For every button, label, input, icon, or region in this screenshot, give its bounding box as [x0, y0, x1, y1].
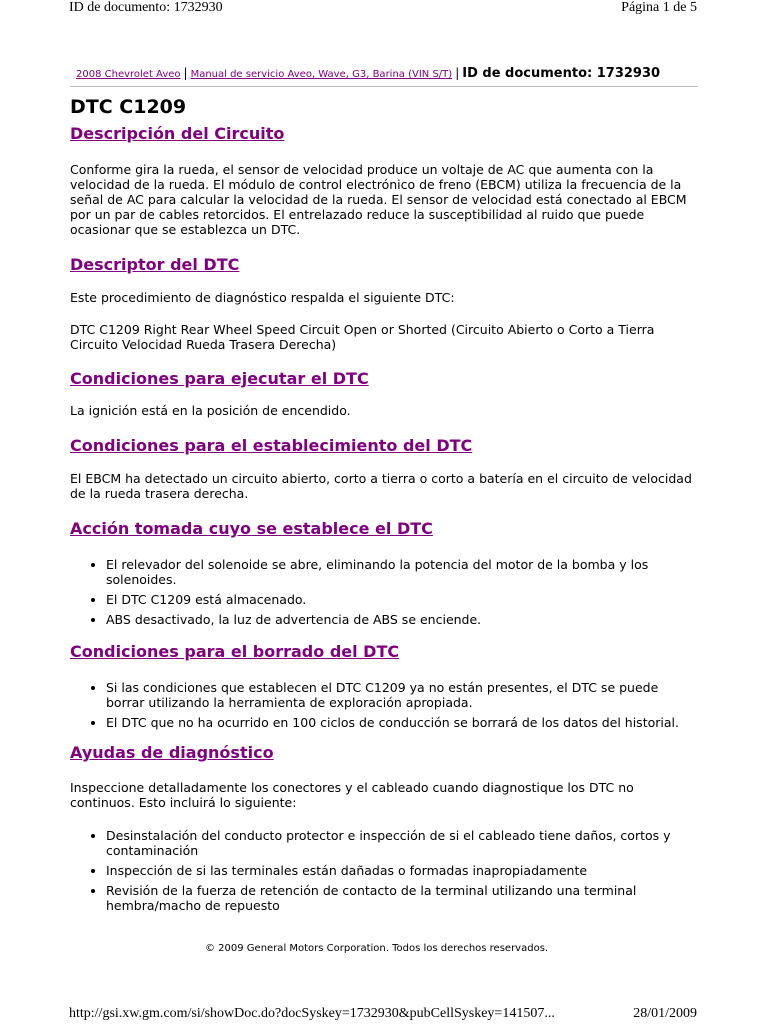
print-footer [69, 1006, 697, 1024]
dtc-descriptor-code: DTC C1209 Right Rear Wheel Speed Circuit Open or Shorted (Circuito Abierto o Corto a Tierra Circuito Velocidad Rueda Trasera Derecha) [70, 322, 655, 352]
breadcrumb-separator: | [183, 66, 188, 80]
breadcrumb [70, 66, 698, 87]
heading-clear-conditions: Condiciones para el borrado del DTC [70, 642, 400, 661]
list-item: • Si las condiciones que establecen el DTC C1209 ya no están presentes, el DTC se puede borrar utilizando la herramienta de exploración apropiada. [106, 680, 698, 710]
list-item: • Inspección de si las terminales están dañadas o formadas inapropiadamente [106, 863, 698, 878]
heading-action-taken: Acción tomada cuyo se establece el DTC [70, 519, 433, 538]
clear-conditions-list [70, 680, 698, 730]
heading-set-conditions: Condiciones para el establecimiento del DTC [70, 436, 473, 455]
heading-run-conditions: Condiciones para ejecutar el DTC [70, 369, 369, 388]
run-conditions-text: La ignición está en la posición de encendido. [70, 403, 351, 418]
list-item: • El DTC C1209 está almacenado. [106, 592, 698, 607]
breadcrumb-link-manual[interactable]: Manual de servicio Aveo, Wave, G3, Barina (VIN S/T) [190, 69, 453, 80]
diagnostic-aids-list [70, 828, 698, 913]
heading-circuit-description: Descripción del Circuito [70, 124, 285, 143]
breadcrumb-doc-id: ID de documento: 1732930 [462, 66, 661, 81]
diagnostic-aids-text: Inspeccione detalladamente los conectores y el cableado cuando diagnostique los DTC no continuos. Esto incluirá lo siguiente: [70, 780, 634, 810]
print-header-page-number: Página 1 de 5 [621, 0, 697, 15]
list-item: • Revisión de la fuerza de retención de contacto de la terminal utilizando una terminal hembra/macho de repuesto [106, 883, 698, 913]
print-footer-url: http://gsi.xw.gm.com/si/showDoc.do?docSyskey=1732930&pubCellSyskey=141507... [69, 1006, 555, 1021]
breadcrumb-link-vehicle[interactable]: 2008 Chevrolet Aveo [76, 69, 181, 80]
print-footer-date: 28/01/2009 [633, 1006, 697, 1021]
list-item: • El relevador del solenoide se abre, eliminando la potencia del motor de la bomba y los solenoides. [106, 557, 698, 587]
document-body [70, 96, 698, 918]
print-header [69, 0, 697, 18]
print-header-doc-id: ID de documento: 1732930 [69, 0, 223, 15]
breadcrumb-separator: | [455, 66, 460, 80]
copyright-notice: © 2009 General Motors Corporation. Todos los derechos reservados. [205, 943, 549, 954]
set-conditions-text: El EBCM ha detectado un circuito abierto, corto a tierra o corto a batería en el circuito de velocidad de la rueda trasera derecha. [70, 471, 692, 501]
list-item: • Desinstalación del conducto protector e inspección de si el cableado tiene daños, cortos y contaminación [106, 828, 698, 858]
dtc-descriptor-intro: Este procedimiento de diagnóstico respalda el siguiente DTC: [70, 290, 455, 305]
page-title: DTC C1209 [70, 96, 187, 118]
action-taken-list [70, 557, 698, 627]
list-item: • ABS desactivado, la luz de advertencia de ABS se enciende. [106, 612, 698, 627]
heading-diagnostic-aids: Ayudas de diagnóstico [70, 743, 274, 762]
heading-dtc-descriptor: Descriptor del DTC [70, 255, 240, 274]
list-item: • El DTC que no ha ocurrido en 100 ciclos de conducción se borrará de los datos del historial. [106, 715, 698, 730]
circuit-description-text: Conforme gira la rueda, el sensor de velocidad produce un voltaje de AC que aumenta con la velocidad de la rueda. El módulo de control electrónico de freno (EBCM) utiliza la frecuencia de la señal de AC para calcular la velocidad de la rueda. El sensor de velocidad está conectado al EBCM por un par de cables retorcidos. El entrelazado reduce la susceptibilidad al ruido que puede ocasionar que se establezca un DTC. [70, 162, 687, 237]
